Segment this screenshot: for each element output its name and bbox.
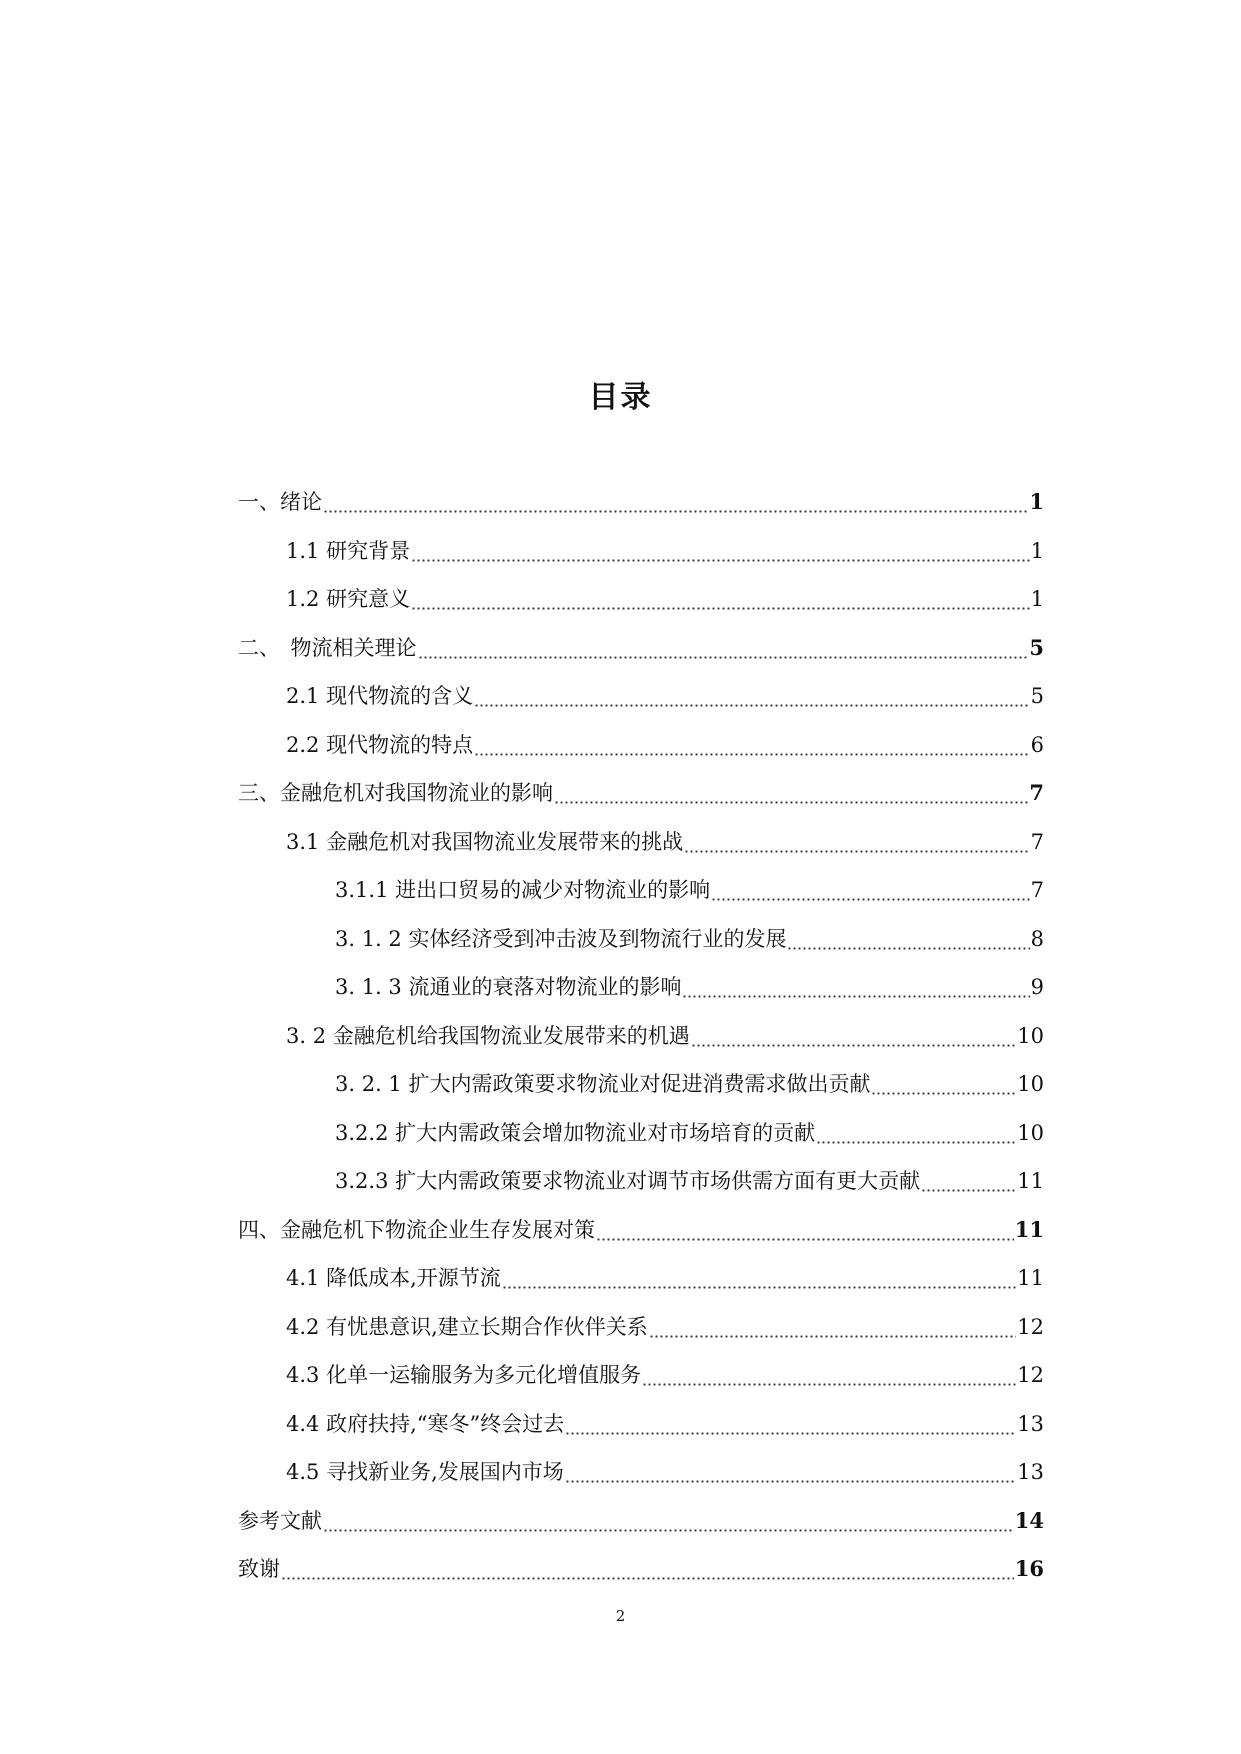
toc-entry-page-number: 7 bbox=[1029, 780, 1044, 806]
toc-entry-label: 2.1 现代物流的含义 bbox=[286, 684, 474, 709]
dot-leader bbox=[502, 1268, 1017, 1292]
toc-entry[interactable] bbox=[238, 818, 1044, 867]
toc-entry-page-number: 11 bbox=[1017, 1169, 1044, 1194]
dot-leader bbox=[649, 1317, 1017, 1341]
toc-entry-page-number: 10 bbox=[1017, 1120, 1044, 1145]
toc-entry[interactable] bbox=[238, 1157, 1044, 1206]
toc-entry-page-number: 13 bbox=[1017, 1411, 1044, 1436]
toc-entry-page-number: 1 bbox=[1030, 538, 1044, 563]
toc-entry-label: 3. 2. 1 扩大内需政策要求物流业对促进消费需求做出贡献 bbox=[335, 1072, 871, 1097]
toc-entry-page-number: 10 bbox=[1017, 1072, 1044, 1097]
toc-entry[interactable] bbox=[238, 672, 1044, 721]
toc-entry-label: 一、绪论 bbox=[238, 490, 322, 515]
toc-entry[interactable] bbox=[238, 575, 1044, 624]
toc-entry[interactable] bbox=[238, 1060, 1044, 1109]
dot-leader bbox=[596, 1220, 1014, 1244]
toc-entry-label: 2.2 现代物流的特点 bbox=[286, 732, 474, 757]
toc-entry[interactable] bbox=[238, 1545, 1044, 1594]
toc-entry-page-number: 7 bbox=[1030, 878, 1044, 903]
toc-entry-page-number: 10 bbox=[1017, 1023, 1044, 1048]
toc-entry[interactable] bbox=[238, 769, 1044, 818]
toc-entry[interactable] bbox=[238, 963, 1044, 1012]
toc-entry-page-number: 7 bbox=[1030, 829, 1044, 854]
toc-entry-page-number: 5 bbox=[1030, 684, 1044, 709]
toc-entry-label: 1.1 研究背景 bbox=[286, 538, 411, 563]
toc-entry-label: 4.2 有忧患意识,建立长期合作伙伴关系 bbox=[286, 1314, 648, 1339]
dot-leader bbox=[323, 492, 1028, 516]
toc-entry[interactable] bbox=[238, 1303, 1044, 1352]
toc-entry-page-number: 12 bbox=[1017, 1363, 1044, 1388]
toc-entry-label: 四、金融危机下物流企业生存发展对策 bbox=[238, 1217, 595, 1242]
toc-entry[interactable] bbox=[238, 866, 1044, 915]
toc-entry-label: 3. 2 金融危机给我国物流业发展带来的机遇 bbox=[286, 1023, 690, 1048]
dot-leader bbox=[684, 832, 1030, 856]
toc-entry-page-number: 13 bbox=[1017, 1460, 1044, 1485]
toc-entry[interactable] bbox=[238, 1497, 1044, 1546]
dot-leader bbox=[565, 1462, 1017, 1486]
toc-entry[interactable] bbox=[238, 1400, 1044, 1449]
toc-entry-label: 4.4 政府扶持,“寒冬”终会过去 bbox=[286, 1411, 565, 1436]
toc-entry-label: 致谢 bbox=[238, 1557, 280, 1582]
toc-entry-page-number: 1 bbox=[1030, 587, 1044, 612]
toc-entry-page-number: 11 bbox=[1017, 1266, 1044, 1291]
toc-entry[interactable] bbox=[238, 915, 1044, 964]
toc-entry[interactable] bbox=[238, 478, 1044, 527]
toc-entry-label: 1.2 研究意义 bbox=[286, 587, 411, 612]
toc-entry[interactable] bbox=[238, 721, 1044, 770]
toc-entry[interactable] bbox=[238, 1206, 1044, 1255]
dot-leader bbox=[323, 1511, 1014, 1535]
dot-leader bbox=[871, 1074, 1016, 1098]
dot-leader bbox=[281, 1559, 1014, 1583]
dot-leader bbox=[565, 1414, 1016, 1438]
dot-leader bbox=[711, 880, 1030, 904]
dot-leader bbox=[691, 1026, 1017, 1050]
toc-entry-label: 4.1 降低成本,开源节流 bbox=[286, 1266, 501, 1291]
toc-entry[interactable] bbox=[238, 1351, 1044, 1400]
dot-leader bbox=[418, 638, 1029, 662]
dot-leader bbox=[411, 589, 1030, 613]
toc-entry[interactable] bbox=[238, 1109, 1044, 1158]
toc-entry-label: 3.1 金融危机对我国物流业发展带来的挑战 bbox=[286, 829, 684, 854]
table-of-contents bbox=[238, 478, 1044, 1594]
page-number: 2 bbox=[615, 1607, 626, 1625]
dot-leader bbox=[787, 929, 1029, 953]
toc-entry[interactable] bbox=[238, 1448, 1044, 1497]
toc-entry-label: 4.3 化单一运输服务为多元化增值服务 bbox=[286, 1363, 642, 1388]
toc-entry[interactable] bbox=[238, 1012, 1044, 1061]
dot-leader bbox=[921, 1171, 1016, 1195]
toc-entry-label: 三、金融危机对我国物流业的影响 bbox=[238, 781, 553, 806]
toc-entry-page-number: 14 bbox=[1014, 1507, 1044, 1533]
dot-leader bbox=[642, 1365, 1016, 1389]
toc-entry-page-number: 9 bbox=[1030, 975, 1044, 1000]
dot-leader bbox=[411, 541, 1030, 565]
toc-entry-label: 3.2.3 扩大内需政策要求物流业对调节市场供需方面有更大贡献 bbox=[335, 1169, 921, 1194]
dot-leader bbox=[474, 686, 1030, 710]
toc-entry-page-number: 12 bbox=[1017, 1314, 1044, 1339]
toc-entry[interactable] bbox=[238, 527, 1044, 576]
toc-entry-label: 参考文献 bbox=[238, 1508, 322, 1533]
toc-entry-page-number: 1 bbox=[1029, 489, 1044, 515]
toc-entry-label: 3.1.1 进出口贸易的减少对物流业的影响 bbox=[335, 878, 711, 903]
dot-leader bbox=[682, 977, 1029, 1001]
toc-entry-page-number: 16 bbox=[1014, 1556, 1044, 1582]
toc-entry-page-number: 6 bbox=[1030, 732, 1044, 757]
toc-entry-page-number: 5 bbox=[1029, 634, 1044, 660]
toc-entry-page-number: 8 bbox=[1030, 926, 1044, 951]
toc-entry-label: 3. 1. 3 流通业的衰落对物流业的影响 bbox=[335, 975, 682, 1000]
toc-entry-page-number: 11 bbox=[1014, 1216, 1044, 1242]
toc-title: 目录 bbox=[588, 380, 653, 415]
toc-entry[interactable] bbox=[238, 1254, 1044, 1303]
dot-leader bbox=[816, 1123, 1016, 1147]
toc-entry-label: 二、 物流相关理论 bbox=[238, 635, 417, 660]
dot-leader bbox=[474, 735, 1030, 759]
toc-entry-label: 3. 1. 2 实体经济受到冲击波及到物流行业的发展 bbox=[335, 926, 787, 951]
toc-entry-label: 3.2.2 扩大内需政策会增加物流业对市场培育的贡献 bbox=[335, 1120, 816, 1145]
dot-leader bbox=[554, 783, 1028, 807]
toc-entry-label: 4.5 寻找新业务,发展国内市场 bbox=[286, 1460, 564, 1485]
toc-entry[interactable] bbox=[238, 624, 1044, 673]
